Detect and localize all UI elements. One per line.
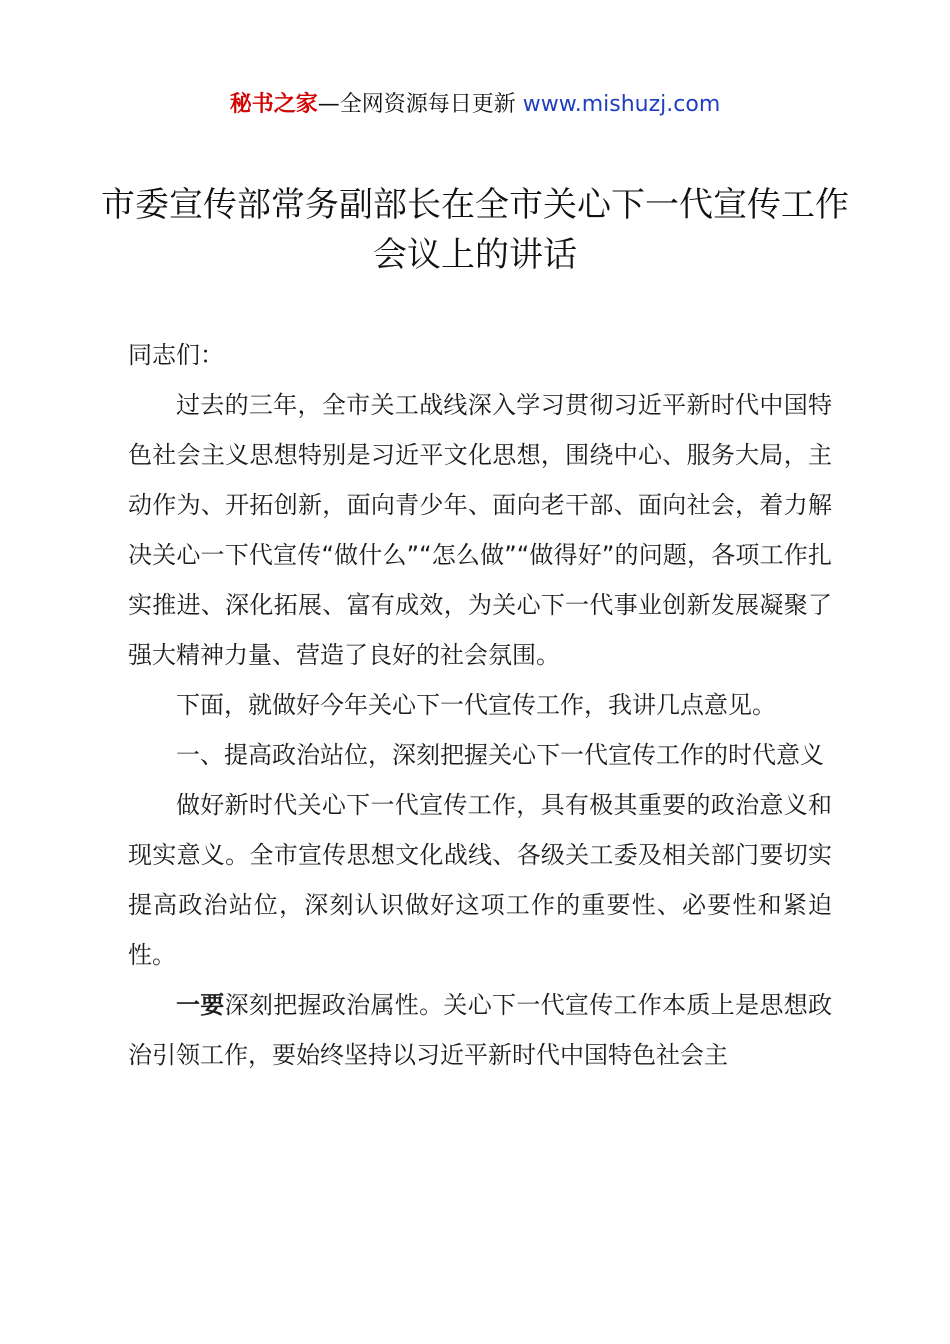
paragraph-intro: 下面，就做好今年关心下一代宣传工作，我讲几点意见。 bbox=[176, 691, 776, 719]
paragraph-political-text: 深刻把握政治属性。关心下一代宣传工作本质上是思想政治引领工作，要始终坚持以习近平新时代中国特色社会主 bbox=[128, 991, 833, 1069]
site-url-link[interactable]: www.mishuzj.com bbox=[522, 92, 721, 117]
paragraph-review: 过去的三年，全市关工战线深入学习贯彻习近平新时代中国特色社会主义思想特别是习近平文化思想，围绕中心、服务大局，主动作为、开拓创新，面向青少年、面向老干部、面向社会，着力解决关心一下代宣传“做什么”“怎么做”“做得好”的问题，各项工作扎实推进、深化拓展、富有成效，为关心下一代事业创新发展凝聚了强大精神力量、营造了良好的社会氛围。 bbox=[128, 391, 832, 669]
header-slogan: —全网资源每日更新 bbox=[317, 92, 516, 117]
paragraph-political-attribute bbox=[128, 980, 832, 1080]
document-title: 市委宣传部常务副部长在全市关心下一代宣传工作会议上的讲话 bbox=[101, 185, 849, 275]
brand-name: 秘书之家 bbox=[229, 92, 318, 117]
section-heading-1: 一、提高政治站位，深刻把握关心下一代宣传工作的时代意义 bbox=[176, 741, 824, 769]
salutation: 同志们： bbox=[128, 341, 224, 369]
site-header bbox=[0, 88, 950, 122]
paragraph-lead: 一要 bbox=[176, 991, 225, 1019]
document-body bbox=[128, 330, 832, 1080]
paragraph-significance: 做好新时代关心下一代宣传工作，具有极其重要的政治意义和现实意义。全市宣传思想文化战线、各级关工委及相关部门要切实提高政治站位，深刻认识做好这项工作的重要性、必要性和紧迫性。 bbox=[128, 791, 832, 969]
